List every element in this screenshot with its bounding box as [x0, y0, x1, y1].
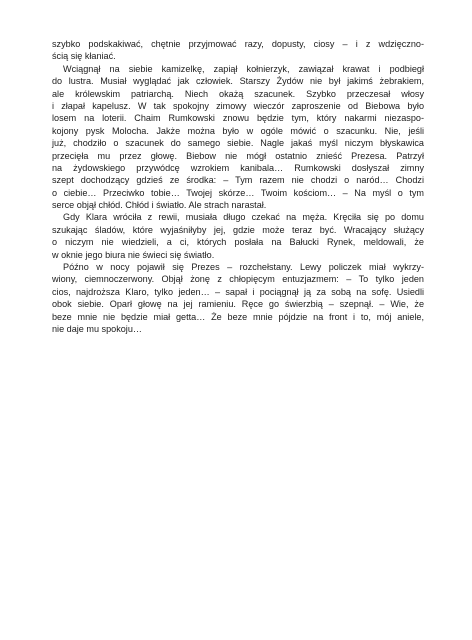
- text-line: cios, najdroższa Klaro, tylko jeden… – sapał i pociągnął ją za sobą na sofę. Usiedli: [52, 286, 424, 297]
- text-line: już, chodziło o szacunek do samego siebie. Nagle jakaś myśl niczym błyskawica: [52, 138, 424, 149]
- text-line: beze mnie nie będzie miał getta… Że beze mnie pójdzie na front i to, mój aniele,: [52, 311, 424, 322]
- text-line: obok siebie. Oparł głowę na jej ramieniu. Ręce go świerzbią – szepnął. – Wie, że: [52, 299, 424, 310]
- text-line: w oknie jego biura nie świeci się światło.: [52, 249, 215, 260]
- text-line: kojony pysk Molocha. Jakże można było w ogóle mówić o szacunku. Nie, jeśli: [52, 125, 424, 136]
- text-line: Wciągnął na siebie kamizelkę, zapiął kołnierzyk, zawiązał krawat i podbiegł: [63, 63, 424, 74]
- text-line: do lustra. Musiał wyglądać jak człowiek. Starszy Żydów nie był jakimś żebrakiem,: [52, 76, 424, 87]
- text-line: o niczym nie wiedzieli, a ci, których posłała na Bałucki Rynek, meldowali, że: [52, 237, 424, 248]
- page-text: [52, 38, 424, 335]
- paragraph: [52, 38, 424, 63]
- text-line: szukając śladów, które wyjaśniłyby jej, gdzie może teraz być. Wracający służący: [52, 224, 424, 235]
- text-line: o ciebie… Przeciwko tobie… Twojej skórze… Twoim kościom… – Na myśl o tym: [52, 187, 424, 198]
- text-line: wiony, ciemnoczerwony. Objął żonę z chłopięcym entuzjazmem: – To tylko jeden: [52, 274, 424, 285]
- text-line: na żydowskiego przywódcę wzrokiem kanibala… Rumkowski dosłyszał zimny: [52, 162, 424, 173]
- text-line: losem na loterii. Chaim Rumkowski znowu będzie tym, który nakarmi niezaspo-: [52, 113, 424, 124]
- text-line: i złapał kapelusz. W tak spokojny zimowy wieczór zaproszenie od Biebowa było: [52, 100, 424, 111]
- text-line: ścią się kłaniać.: [52, 51, 116, 62]
- paragraph: [52, 261, 424, 335]
- text-line: Gdy Klara wróciła z rewii, musiała długo czekać na męża. Kręciła się po domu: [63, 212, 424, 223]
- text-line: nie daje mu spokoju…: [52, 323, 142, 334]
- paragraph: [52, 63, 424, 212]
- text-line: szybko podskakiwać, chętnie przyjmować razy, dopusty, ciosy – i z wdzięczno-: [52, 39, 424, 49]
- text-line: szept dochodzący gdzieś ze środka: – Tym razem nie chodzi o naród… Chodzi: [52, 175, 424, 186]
- text-line: ale królewskim patriarchą. Niech okażą szacunek. Szybko przeczesał włosy: [52, 88, 424, 99]
- text-line: przecięła mu przez głowę. Biebow nie mógł ostatnio znieść Prezesa. Patrzył: [52, 150, 424, 161]
- text-line: serce objął chłód. Chłód i światło. Ale strach narastał.: [52, 200, 267, 211]
- paragraph: [52, 211, 424, 261]
- text-line: Późno w nocy pojawił się Prezes – rozchełstany. Lewy policzek miał wykrzy-: [63, 262, 424, 273]
